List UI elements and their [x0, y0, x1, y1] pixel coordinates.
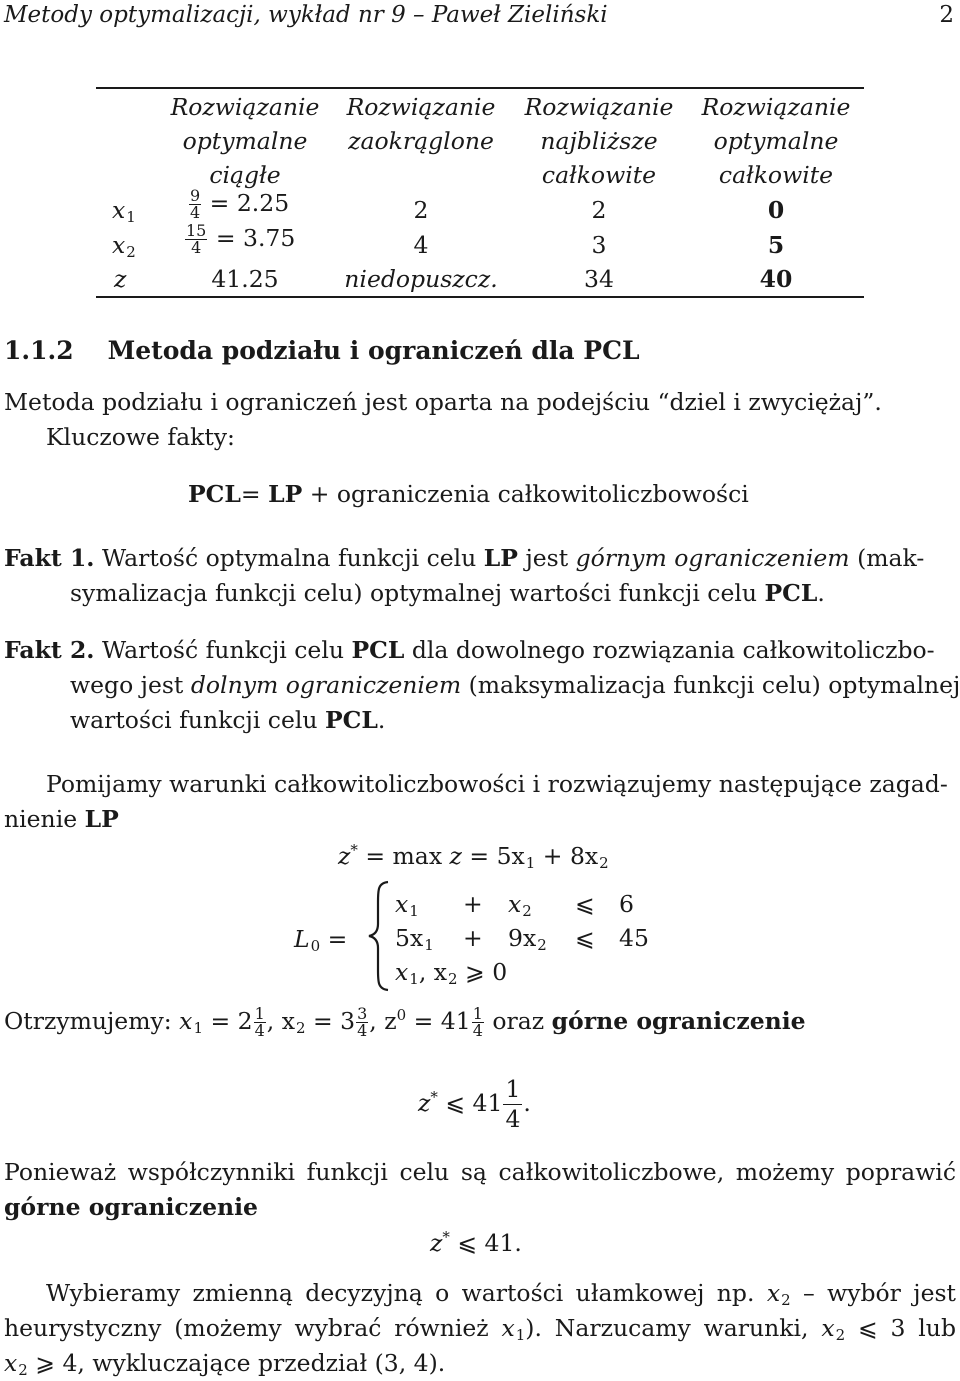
table-row-x2-rounded: 4 [413, 231, 429, 259]
table-header-continuous: Rozwiązanie optymalne ciągłe [170, 93, 320, 189]
page-number: 2 [939, 2, 954, 28]
section-heading: 1.1.2 Metoda podziału i ograniczeń dla PCL [4, 336, 640, 365]
branch-line-3: $x_2$ ⩾ 4, wykluczające przedział (3, 4). [4, 1349, 446, 1379]
table-row-z-continuous: 41.25 [211, 265, 279, 293]
upper-bound-2: z* ⩽ 41. [430, 1228, 522, 1257]
improve-line-1: Ponieważ współczynniki funkcji celu są całkowitoliczbowe, możemy poprawić [4, 1158, 956, 1186]
branch-line-2: heurystyczny (możemy wybrać również $x_1$). Narzucamy warunki, $x_2$ ⩽ 3 lub [4, 1314, 956, 1344]
table-header-rounded: Rozwiązanie zaokrąglone [346, 93, 496, 155]
intro-line-1: Metoda podziału i ograniczeń jest oparta na podejściu “dziel i zwyciężaj”. [4, 388, 882, 416]
constraint-2: $5x_1$ + $9x_2$ ⩽ 45 [395, 924, 649, 954]
table-row-z-nearest: 34 [584, 265, 614, 293]
table-row-x1-continuous: $\frac{9}{4}$ = 2.25 [190, 186, 290, 222]
solution-line: Otrzymujemy: $x_1 = 2$ $\frac{1}{4}$ , $x_2 = 3$ $\frac{3}{4}$ , $z^0 = 41$ $\frac{1}{4}$ oraz górne ograniczenie [4, 1004, 806, 1040]
table-row-z-optimal: 40 [759, 265, 793, 293]
table-row-x1-optimal: 0 [767, 196, 785, 224]
table-top-rule [96, 87, 864, 89]
running-header: Metody optymalizacji, wykład nr 9 – Paweł Zieliński [4, 2, 608, 28]
table-header-nearest: Rozwiązanie najbliższe całkowite [524, 93, 674, 189]
fact2-line-1: Fakt 2. Wartość funkcji celu PCL dla dowolnego rozwiązania całkowitoliczbo- [4, 636, 935, 664]
fact2-line-2: wego jest dolnym ograniczeniem (maksymalizacja funkcji celu) optymalnej [70, 671, 960, 699]
intro-line-2: Kluczowe fakty: [46, 423, 235, 451]
improve-line-2: górne ograniczenie [4, 1193, 259, 1221]
fact1-line-1: Fakt 1. Wartość optymalna funkcji celu LP jest górnym ograniczeniem (mak- [4, 544, 925, 572]
fact2-line-3: wartości funkcji celu PCL. [70, 706, 386, 734]
lp-paragraph-line-1: Pomijamy warunki całkowitoliczbowości i rozwiązujemy następujące zagad- [46, 770, 948, 798]
upper-bound-1: z* ⩽ 41 $\frac{1}{4}$ . [418, 1075, 531, 1133]
table-row-x2-continuous: $\frac{15}{4}$ = 3.75 [186, 221, 296, 257]
lp-paragraph-line-2: nienie LP [4, 805, 119, 833]
table-row-x2-nearest: 3 [591, 231, 607, 259]
constraint-3: $x_1$, $x_2$ ⩾ 0 [395, 958, 508, 988]
table-row-x2-label: $x_2$ [112, 231, 136, 261]
table-row-x1-rounded: 2 [413, 196, 429, 224]
table-bottom-rule [96, 296, 864, 298]
constraint-1: $x_1$ + $x_2$ ⩽ 6 [395, 890, 634, 920]
table-row-z-rounded: niedopuszcz. [344, 265, 498, 293]
objective-function: $z^* = \max z = 5x_1 + 8x_2$ [338, 841, 609, 872]
pcl-equation: PCL= LP + ograniczenia całkowitoliczbowości [188, 480, 749, 508]
branch-line-1: Wybieramy zmienną decyzyjną o wartości ułamkowej np. $x_2$ – wybór jest [46, 1279, 956, 1309]
table-row-x1-label: $x_1$ [112, 196, 136, 226]
left-brace-icon [366, 880, 392, 992]
system-label: $L_0$ = [294, 925, 348, 955]
table-row-z-label: z [114, 265, 127, 293]
fact1-line-2: symalizacja funkcji celu) optymalnej wartości funkcji celu PCL. [70, 579, 825, 607]
table-row-x1-nearest: 2 [591, 196, 607, 224]
table-header-optimal: Rozwiązanie optymalne całkowite [701, 93, 851, 189]
table-row-x2-optimal: 5 [767, 231, 785, 259]
